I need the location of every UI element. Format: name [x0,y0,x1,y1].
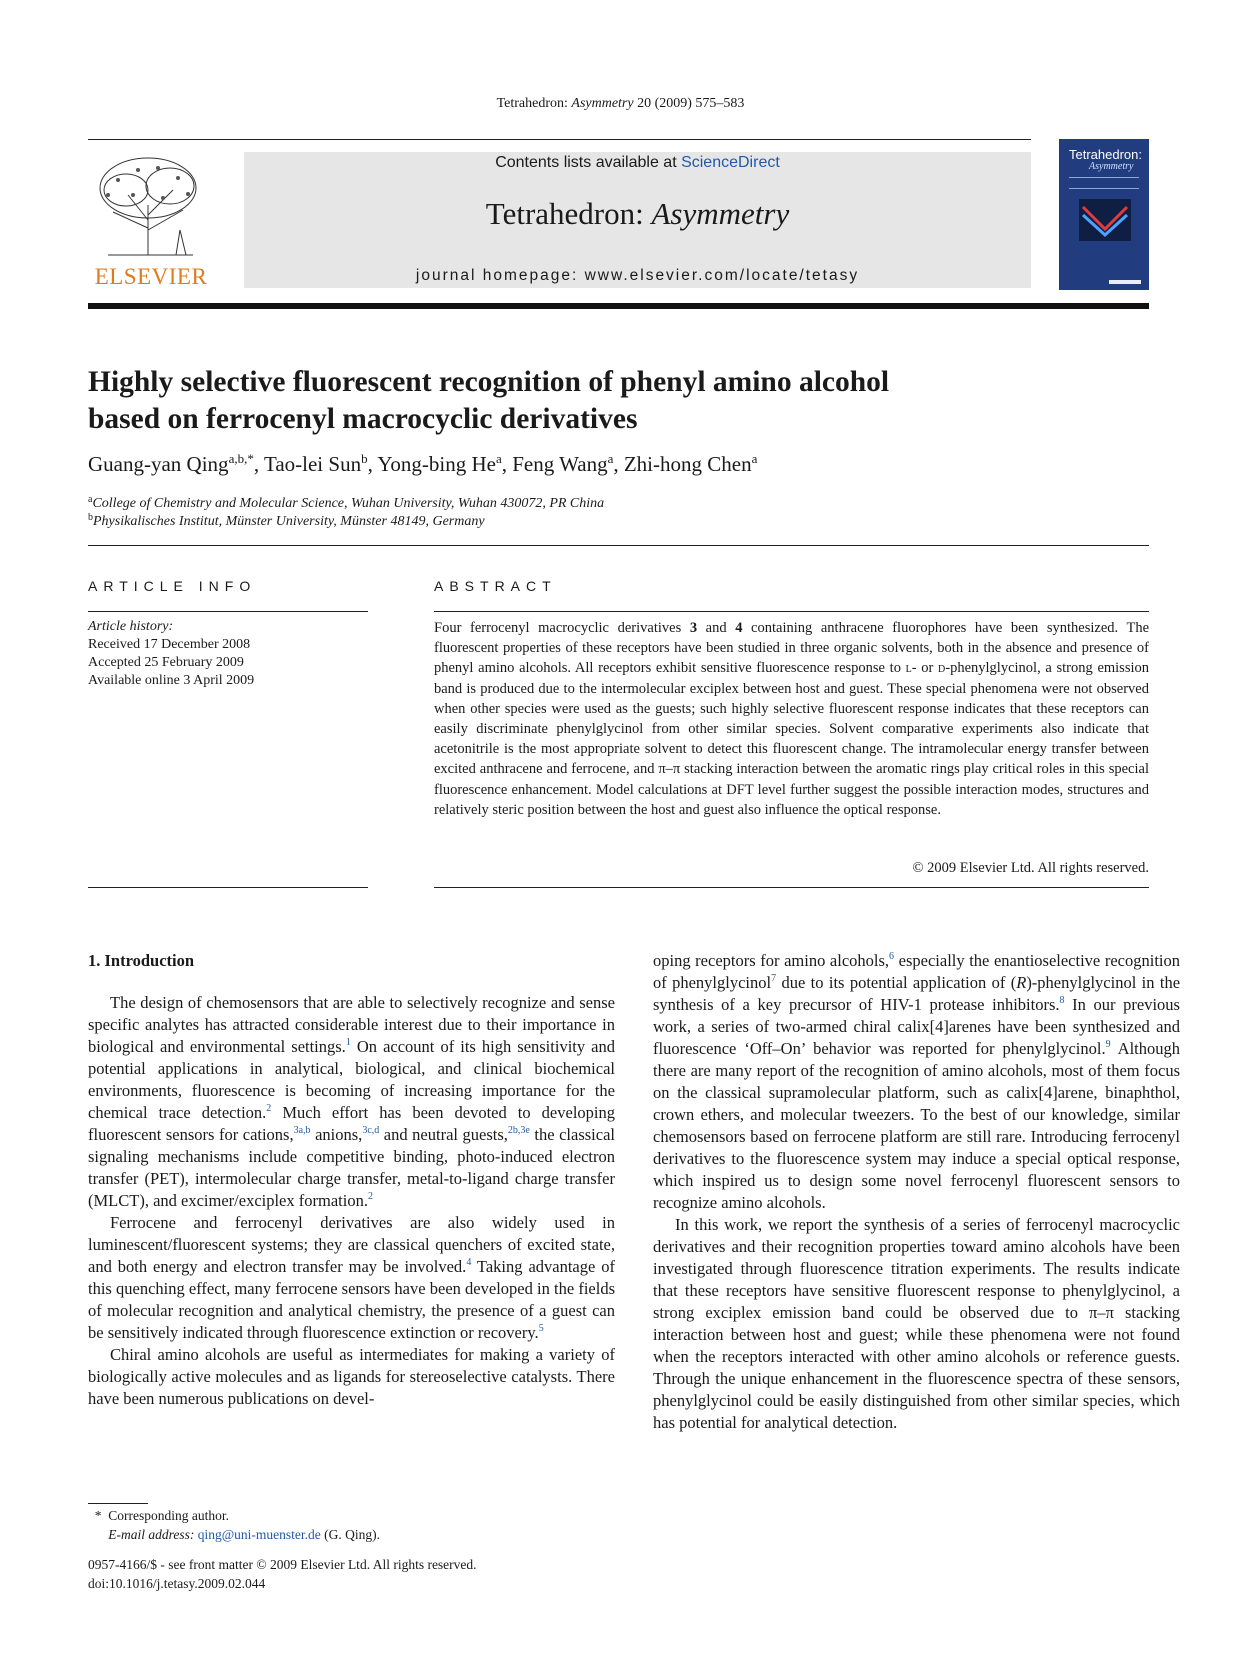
affiliation: $^b$Physikalisches Institut, Münster University, Münster 48149, Germany [88,512,485,529]
article-title: Highly selective fluorescent recognition of phenyl amino alcohol based on ferrocenyl macrocyclic derivatives [88,366,890,435]
journal-name: Tetrahedron: Asymmetry [485,196,790,231]
article-history: Article history: Received 17 December 2008 Accepted 25 February 2009 Available online 3 April 2009 [88,619,255,688]
tree-icon [88,150,214,260]
running-head: Tetrahedron: Asymmetry 20 (2009) 575–583 [496,96,745,111]
journal-homepage-link[interactable]: journal homepage: www.elsevier.com/locate/tetasy [415,267,860,284]
author: Zhi-hong Chen [623,452,752,476]
cover-subtitle: Asymmetry [1089,161,1134,172]
body-column-right: oping receptors for amino alcohols,$^6$ especially the enantioselective recognition of phenylglycinol$^7$ due to its potential application of (R)-phenylglycinol in the synthesis of a key precursor of HIV-1 protease inhibitors.$^8$ In our previous work, a series of two-armed chiral calix[4]arenes have been synthesized and fluorescence ‘Off–On’ behavior was reported for phenylglycinol.$^9$ Although there are many report of the recognition of amino alcohols, most of them focus on the classical supramolecular platform, such as calix[4]arene, binaphthol, crown ethers, and molecular tweezers. To the best of our knowledge, similar chemosensors based on ferrocene platform are still rare. Introducing ferrocenyl derivatives to the fluorescence system may induce a special optical response, which inspired us to design some novel ferrocenyl fluorescent sensors to recognize amino alcohols. In this work, we report the synthesis of a series of ferrocenyl macrocyclic derivatives and their recognition properties toward amino alcohols have been investigated through fluorescence titration experiments. The results indicate that these receptors have sensitive fluorescent response to phenylglycinol, a strong exciplex emission band could be observed due to π–π stacking interaction between host and guest; while these phenomena were not found when the receptors interacted with other amino alcohols or reference guests. Through the unique enhancement in the fluorescence spectra of these sensors, phenylglycinol could be easily distinguished from other similar species, which has potential for analytical detection. [653,951,1181,1432]
abstract-text: Four ferrocenyl macrocyclic derivatives 3 and 4 containing anthracene fluorophores have been synthesized. The fluorescent properties of these receptors have been studied in three organic solvents, both in the absence and presence of phenyl amino alcohols. All receptors exhibit sensitive fluorescence response to l- or d-phenylglycinol, a strong emission band is produced due to the intermolecular exciplex between host and guest. These special phenomena were not observed when other species were used as the guests; such highly selective fluorescent response indicates that these receptors can easily discriminate phenylglycinol from other similar species. Solvent comparative experiments also indicate that acetonitrile is the most appropriate solvent to detect this fluorescent change. The intramolecular energy transfer between excited anthracene and ferrocene, and π–π stacking interaction between the aromatic rings play critical roles in this special fluorescence enhancement. Model calculations at DFT level further suggest the possible interaction modes, structures and relatively steric position between the host and guest also influence the optical response. [434,620,1150,818]
header-thick-rule [88,303,1149,309]
journal-cover [1059,139,1149,290]
footnote: * Corresponding author. E-mail address: qing@uni-muenster.de (G. Qing). [94,1508,381,1542]
author: Yong-bing He [377,452,496,476]
doi-link[interactable]: doi:10.1016/j.tetasy.2009.02.044 [88,1576,266,1591]
cover-art [1079,199,1131,241]
cover-title: Tetrahedron: [1069,147,1142,162]
body-column-left: 1. Introduction The design of chemosensors that are able to selectively recognize and sense specific analytes has attracted considerable interest due to their importance in biological and environmental settings.$^1$ On account of its high sensitivity and potential applications in analytical, biological, and clinical biochemical environments, fluorescence is becoming of increasing importance for the chemical trace detection.$^2$ Much effort has been devoted to developing fluorescent sensors for cations,$^{3a,b}$ anions,$^{3c,d}$ and neutral guests,$^{2b,3e}$ the classical signaling mechanisms include competitive binding, photo-induced electron transfer (PET), intermolecular charge transfer, metal-to-ligand charge transfer (MLCT), and excimer/exciplex formation.$^2$ Ferrocene and ferrocenyl derivatives are also widely used in luminescent/fluorescent systems; they are classical quenchers of excited state, and both energy and electron transfer may be involved.$^4$ Taking advantage of this quenching effect, many ferrocene sensors have been developed in the fields of molecular recognition and analytical chemistry, the presence of a guest can be sensitively indicated through fluorescence extinction or recovery.$^5$ Chiral amino alcohols are useful as intermediates for making a variety of biologically active molecules and as ligands for stereoselective catalysts. There have been numerous publications on devel- [88,951,615,1408]
abstract-copyright: © 2009 Elsevier Ltd. All rights reserved. [912,860,1149,876]
affiliation: $^a$College of Chemistry and Molecular Science, Wuhan University, Wuhan 430072, PR China [88,494,605,511]
header-rule [88,139,1031,140]
contents-line: Contents lists available at ScienceDirect [495,154,780,171]
info-rule-bottom [88,887,368,888]
article-info-heading: ARTICLE INFO [88,578,257,594]
issn-doi: 0957-4166/$ - see front matter © 2009 Elsevier Ltd. All rights reserved. doi:10.1016/j.tetasy.2009.02.044 [88,1557,477,1591]
abstract-heading: ABSTRACT [434,578,557,594]
author: Feng Wang [512,452,608,476]
journal-banner [244,152,1031,288]
section-rule [88,545,1149,546]
elsevier-wordmark: ELSEVIER [94,264,208,289]
author: Guang-yan Qing [88,452,229,476]
author: Tao-lei Sun [263,452,362,476]
section-heading: 1. Introduction [88,951,195,970]
author-list: Guang-yan Qing$^{a,b,*}$, Tao-lei Sun$^b$, Yong-bing He$^a$, Feng Wang$^a$, Zhi-hong Chen$^a$ [88,451,758,476]
footnote-rule [88,1503,148,1504]
abstract-rule-bottom [434,887,1149,888]
elsevier-logo [88,150,214,290]
abstract-rule [434,611,1149,612]
cover-footer [1109,280,1141,284]
info-rule [88,611,368,612]
sciencedirect-link[interactable]: ScienceDirect [681,154,780,171]
email-link[interactable]: qing@uni-muenster.de [197,1527,321,1542]
cover-decoration [1069,177,1139,189]
